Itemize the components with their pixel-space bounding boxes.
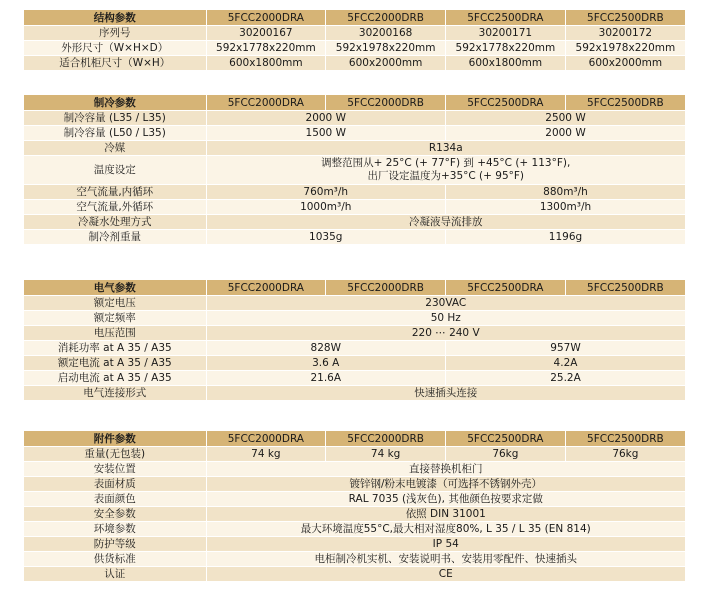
table-row <box>24 522 685 537</box>
table-row <box>24 492 685 507</box>
cell: 600x1800mm <box>206 56 326 71</box>
model-header: 5FCC2500DRB <box>565 431 685 447</box>
cell: IP 54 <box>206 537 685 552</box>
cell: 760m³/h <box>206 185 446 200</box>
cell: 最大环境温度55°C,最大相对湿度80%, L 35 / L 35 (EN 814) <box>206 522 685 537</box>
table-row <box>24 477 685 492</box>
cell: 828W <box>206 341 446 356</box>
cell: 镀锌钢/粉末电镀漆（可选择不锈钢外壳） <box>206 477 685 492</box>
cell: 2000 W <box>446 126 686 141</box>
row-label: 启动电流 at A 35 / A35 <box>24 371 206 386</box>
temp-line-1: 调整范围从+ 25°C (+ 77°F) 到 +45°C (+ 113°F), <box>321 157 571 169</box>
row-label: 安全参数 <box>24 507 206 522</box>
cell: 600x2000mm <box>565 56 685 71</box>
cell: 592x1778x220mm <box>446 41 566 56</box>
table-row <box>24 356 685 371</box>
row-label: 认证 <box>24 567 206 582</box>
cell: 74 kg <box>326 447 446 462</box>
cell: 直接替换机柜门 <box>206 462 685 477</box>
row-label: 制冷容量 (L35 / L35) <box>24 111 206 126</box>
row-label: 电压范围 <box>24 326 206 341</box>
cell: 4.2A <box>446 356 686 371</box>
cell: 2500 W <box>446 111 686 126</box>
row-label: 消耗功率 at A 35 / A35 <box>24 341 206 356</box>
row-label: 额定频率 <box>24 311 206 326</box>
table-row <box>24 296 685 311</box>
cooling-table <box>24 95 685 245</box>
table-row <box>24 156 685 185</box>
cell: 957W <box>446 341 686 356</box>
table-header-row <box>24 280 685 296</box>
electrical-table <box>24 280 685 401</box>
row-label: 空气流量,外循环 <box>24 200 206 215</box>
table-row <box>24 507 685 522</box>
structure-table <box>24 10 685 71</box>
table-row <box>24 447 685 462</box>
table-row <box>24 126 685 141</box>
row-label: 外形尺寸（W×H×D） <box>24 41 206 56</box>
table-row <box>24 371 685 386</box>
cell: 76kg <box>565 447 685 462</box>
section-title: 电气参数 <box>24 280 206 296</box>
accessories-table <box>24 431 685 582</box>
row-label: 电气连接形式 <box>24 386 206 401</box>
table-header-row <box>24 95 685 111</box>
row-label: 供货标准 <box>24 552 206 567</box>
temp-line-2: 出厂设定温度为+35°C (+ 95°F) <box>367 170 525 182</box>
table-row <box>24 567 685 582</box>
cell: 76kg <box>446 447 566 462</box>
row-label: 序列号 <box>24 26 206 41</box>
cell: CE <box>206 567 685 582</box>
section-title: 制冷参数 <box>24 95 206 111</box>
model-header: 5FCC2000DRB <box>326 10 446 26</box>
cell: 依照 DIN 31001 <box>206 507 685 522</box>
table-row <box>24 341 685 356</box>
cell: 592x1778x220mm <box>206 41 326 56</box>
table-row <box>24 56 685 71</box>
row-label: 冷凝水处理方式 <box>24 215 206 230</box>
cell: 快速插头连接 <box>206 386 685 401</box>
cell: 30200172 <box>565 26 685 41</box>
cell: 30200167 <box>206 26 326 41</box>
model-header: 5FCC2000DRA <box>206 95 326 111</box>
row-label: 防护等级 <box>24 537 206 552</box>
row-label: 安装位置 <box>24 462 206 477</box>
row-label: 额定电压 <box>24 296 206 311</box>
model-header: 5FCC2000DRB <box>326 431 446 447</box>
cell: R134a <box>206 141 685 156</box>
cell: 30200171 <box>446 26 566 41</box>
model-header: 5FCC2500DRB <box>565 280 685 296</box>
table-row <box>24 326 685 341</box>
section-title: 结构参数 <box>24 10 206 26</box>
cell: 592x1978x220mm <box>326 41 446 56</box>
row-label: 温度设定 <box>24 156 206 185</box>
table-row <box>24 552 685 567</box>
model-header: 5FCC2000DRA <box>206 10 326 26</box>
cell: 3.6 A <box>206 356 446 371</box>
table-header-row <box>24 10 685 26</box>
table-row <box>24 462 685 477</box>
cell <box>206 156 685 185</box>
row-label: 表面材质 <box>24 477 206 492</box>
model-header: 5FCC2500DRA <box>446 10 566 26</box>
row-label: 适合机柜尺寸（W×H） <box>24 56 206 71</box>
model-header: 5FCC2500DRA <box>446 95 566 111</box>
row-label: 重量(无包装) <box>24 447 206 462</box>
row-label: 制冷剂重量 <box>24 230 206 245</box>
table-row <box>24 141 685 156</box>
section-title: 附件参数 <box>24 431 206 447</box>
cell: 25.2A <box>446 371 686 386</box>
cell: 600x1800mm <box>446 56 566 71</box>
table-row <box>24 537 685 552</box>
model-header: 5FCC2000DRA <box>206 280 326 296</box>
row-label: 制冷容量 (L50 / L35) <box>24 126 206 141</box>
model-header: 5FCC2000DRB <box>326 280 446 296</box>
cell: 电柜制冷机实机、安装说明书、安装用零配件、快速插头 <box>206 552 685 567</box>
cell: 冷凝液导流排放 <box>206 215 685 230</box>
cell: 1196g <box>446 230 686 245</box>
row-label: 空气流量,内循环 <box>24 185 206 200</box>
cell: 880m³/h <box>446 185 686 200</box>
table-row <box>24 26 685 41</box>
cell: 30200168 <box>326 26 446 41</box>
cell: 230VAC <box>206 296 685 311</box>
model-header: 5FCC2500DRA <box>446 280 566 296</box>
cell: 592x1978x220mm <box>565 41 685 56</box>
cell: 1000m³/h <box>206 200 446 215</box>
row-label: 冷媒 <box>24 141 206 156</box>
cell: 600x2000mm <box>326 56 446 71</box>
model-header: 5FCC2000DRB <box>326 95 446 111</box>
cell: 1035g <box>206 230 446 245</box>
cell: 2000 W <box>206 111 446 126</box>
cell: RAL 7035 (浅灰色), 其他颜色按要求定做 <box>206 492 685 507</box>
cell: 1300m³/h <box>446 200 686 215</box>
table-row <box>24 215 685 230</box>
model-header: 5FCC2500DRB <box>565 10 685 26</box>
model-header: 5FCC2500DRA <box>446 431 566 447</box>
table-row <box>24 41 685 56</box>
row-label: 环境参数 <box>24 522 206 537</box>
table-row <box>24 111 685 126</box>
cell: 74 kg <box>206 447 326 462</box>
row-label: 表面颜色 <box>24 492 206 507</box>
cell: 21.6A <box>206 371 446 386</box>
row-label: 额定电流 at A 35 / A35 <box>24 356 206 371</box>
table-row <box>24 200 685 215</box>
model-header: 5FCC2000DRA <box>206 431 326 447</box>
cell: 50 Hz <box>206 311 685 326</box>
table-row <box>24 386 685 401</box>
cell: 1500 W <box>206 126 446 141</box>
table-row <box>24 230 685 245</box>
model-header: 5FCC2500DRB <box>565 95 685 111</box>
table-header-row <box>24 431 685 447</box>
cell: 220 ⋯ 240 V <box>206 326 685 341</box>
table-row <box>24 311 685 326</box>
table-row <box>24 185 685 200</box>
